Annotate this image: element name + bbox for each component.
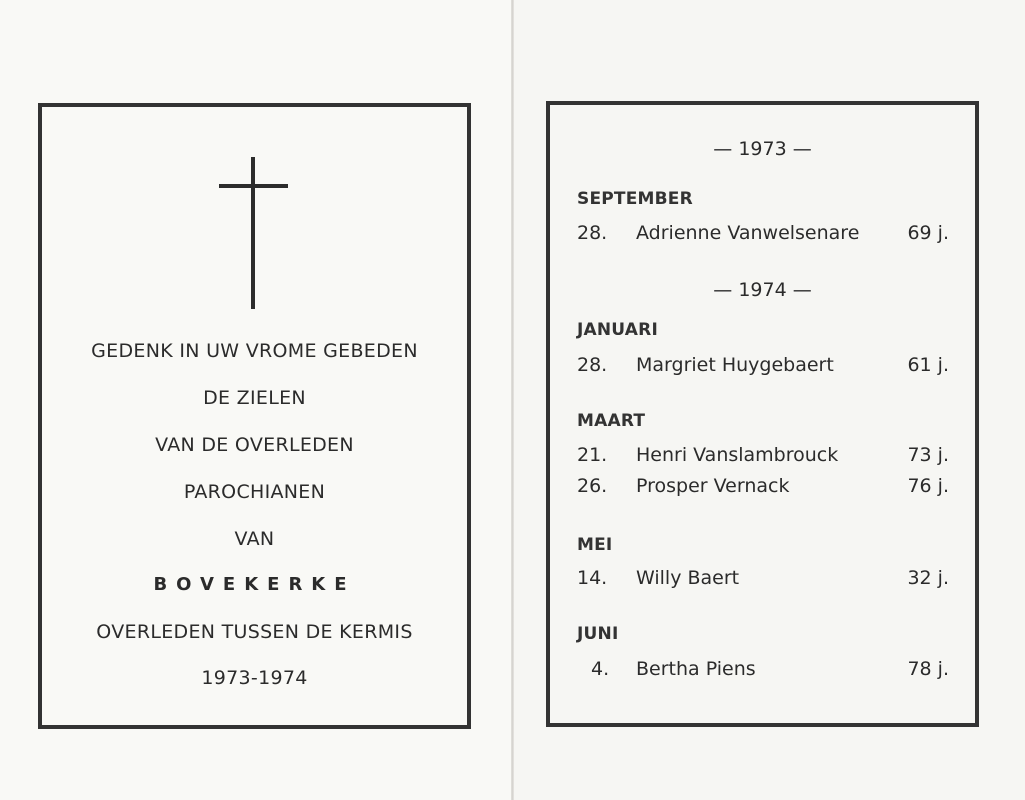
entry-day: 28. [577,354,608,376]
period-line: OVERLEDEN TUSSEN DE KERMIS [96,621,413,643]
entry-name: Henri Vanslambrouck [636,444,839,466]
left-border-top [38,103,471,107]
entry-age: 69 j. [907,222,949,244]
prayer-line-3: VAN DE OVERLEDEN [155,434,354,456]
entry-day: 21. [577,444,608,466]
right-border-bottom [546,723,979,727]
month-september: SEPTEMBER [577,189,693,209]
month-mei: MEI [577,535,613,555]
entry-day: 14. [577,567,608,589]
parish-name: BOVEKERKE [153,574,356,595]
prayer-line-4: PAROCHIANEN [183,481,326,503]
year-heading-1973: — 1973 — [713,138,812,160]
list-item [577,354,949,380]
entry-age: 73 j. [907,444,949,466]
card-fold [511,0,514,800]
entry-name: Bertha Piens [636,658,756,680]
prayer-line-2: DE ZIELEN [203,387,306,409]
month-juni: JUNI [577,624,619,644]
entry-age: 78 j. [907,658,949,680]
list-item [577,222,949,248]
left-border-bottom [38,725,471,729]
list-item [577,658,949,684]
entry-day: 26. [577,475,608,497]
entry-name: Adrienne Vanwelsenare [636,222,860,244]
prayer-line-1: GEDENK IN UW VROME GEBEDEN [91,340,418,362]
list-item [577,475,949,501]
right-border-top [546,101,979,105]
entry-age: 76 j. [907,475,949,497]
list-item [577,567,949,593]
month-maart: MAART [577,411,646,431]
entry-age: 61 j. [907,354,949,376]
entry-day: 28. [577,222,608,244]
list-item [577,444,949,470]
entry-name: Willy Baert [636,567,740,589]
years-line: 1973-1974 [201,667,308,689]
year-heading-1974: — 1974 — [713,279,812,301]
entry-name: Prosper Vernack [636,475,790,497]
entry-age: 32 j. [907,567,949,589]
month-januari: JANUARI [577,320,658,340]
entry-name: Margriet Huygebaert [636,354,834,376]
prayer-line-5: VAN [234,528,275,550]
entry-day: 4. [591,658,610,680]
